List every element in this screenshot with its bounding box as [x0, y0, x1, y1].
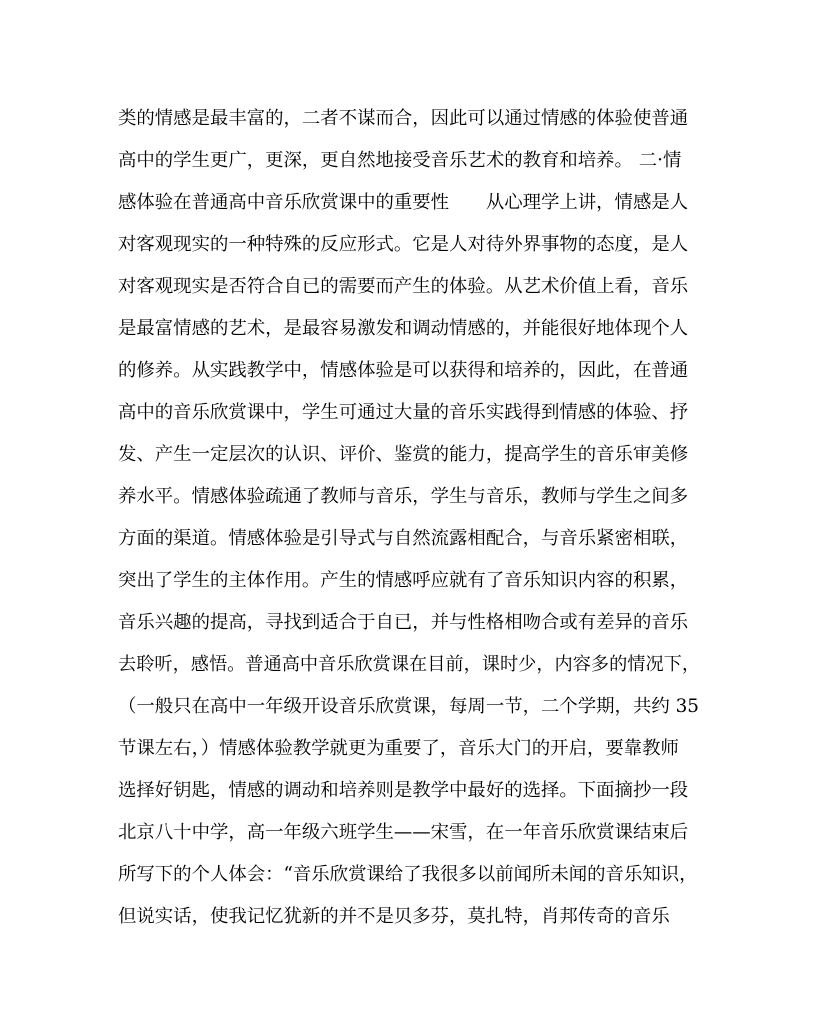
text-line-13: 音乐兴趣的提高，寻找到适合于自已，并与性格相吻合或有差异的音乐	[118, 612, 689, 633]
text-line-3: 感体验在普通高中音乐欣赏课中的重要性 从心理学上讲，情感是人	[118, 192, 689, 213]
text-line-8: 高中的音乐欣赏课中，学生可通过大量的音乐实践得到情感的体验、抒	[118, 402, 689, 423]
text-line-2: 高中的学生更广，更深，更自然地接受音乐艺术的教育和培养。 二·情	[118, 150, 682, 171]
text-line-12: 突出了学生的主体作用。产生的情感呼应就有了音乐知识内容的积累，	[118, 570, 689, 591]
text-line-1: 类的情感是最丰富的，二者不谋而合，因此可以通过情感的体验使普通	[118, 108, 689, 129]
text-line-18: 北京八十中学，高一年级六班学生——宋雪，在一年音乐欣赏课结束后	[118, 822, 689, 843]
text-line-11: 方面的渠道。情感体验是引导式与自然流露相配合，与音乐紧密相联，	[118, 528, 689, 549]
text-line-17: 选择好钥匙，情感的调动和培养则是教学中最好的选择。下面摘抄一段	[118, 780, 689, 801]
text-line-7: 的修养。从实践教学中，情感体验是可以获得和培养的，因此，在普通	[118, 360, 689, 381]
text-line-9: 发、产生一定层次的认识、评价、鉴赏的能力，提高学生的音乐审美修	[118, 444, 689, 465]
text-line-15: （一般只在高中一年级开设音乐欣赏课，每周一节，二个学期，共约 35	[118, 696, 699, 717]
text-line-20: 但说实话，使我记忆犹新的并不是贝多芬，莫扎特，肖邦传奇的音乐	[118, 906, 670, 927]
text-line-4: 对客观现实的一种特殊的反应形式。它是人对待外界事物的态度，是人	[118, 234, 689, 255]
text-line-19: 所写下的个人体会：“音乐欣赏课给了我很多以前闻所未闻的音乐知识，	[118, 864, 698, 885]
text-line-5: 对客观现实是否符合自已的需要而产生的体验。从艺术价值上看，音乐	[118, 276, 689, 297]
text-line-10: 养水平。情感体验疏通了教师与音乐，学生与音乐，教师与学生之间多	[118, 486, 689, 507]
text-line-14: 去聆听，感悟。普通高中音乐欣赏课在目前，课时少，内容多的情况下，	[118, 654, 701, 675]
text-line-6: 是最富情感的艺术，是最容易激发和调动情感的，并能很好地体现个人	[118, 318, 689, 339]
text-line-16: 节课左右，）情感体验教学就更为重要了，音乐大门的开启，要靠教师	[118, 738, 679, 759]
